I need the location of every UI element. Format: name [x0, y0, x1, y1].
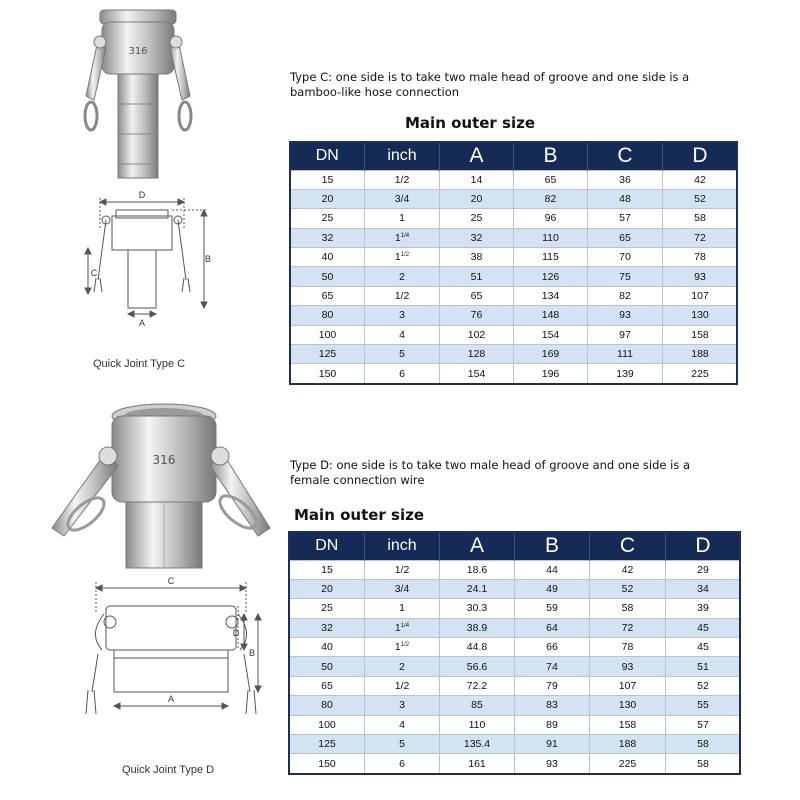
header-dn: DN [290, 532, 365, 560]
table-cell: 38 [440, 248, 514, 267]
table-cell: 102 [440, 325, 514, 344]
table-cell: 3 [365, 306, 440, 325]
table-cell: 45 [666, 638, 741, 657]
table-row [290, 696, 741, 715]
type-c-table-header [291, 142, 738, 170]
table-cell: 93 [590, 657, 666, 676]
table-cell: 154 [514, 325, 588, 344]
header-b: B [515, 532, 590, 560]
header-a: A [440, 142, 514, 170]
table-cell: 93 [588, 306, 663, 325]
table-cell: 154 [440, 364, 514, 383]
table-cell: 25 [291, 209, 365, 228]
table-cell: 150 [291, 364, 365, 383]
table-cell: 58 [666, 735, 741, 754]
table-cell: $1^{1/2}$ [365, 638, 440, 657]
table-cell: 130 [663, 306, 738, 325]
table-cell: 55 [666, 696, 741, 715]
table-cell: 4 [365, 325, 440, 344]
table-cell: 3 [365, 696, 440, 715]
table-cell: 83 [515, 696, 590, 715]
table-cell: 80 [291, 306, 365, 325]
type-c-dim-d-label: D [138, 190, 146, 200]
table-cell: 6 [365, 754, 440, 773]
table-cell: 24.1 [440, 579, 515, 598]
table-cell: 80 [290, 696, 365, 715]
table-cell: 29 [666, 560, 741, 579]
table-row [290, 638, 741, 657]
table-cell: 6 [365, 364, 440, 383]
table-row [290, 715, 741, 734]
type-d-description: Type D: one side is to take two male head of groove and one side is a female connection wire [290, 458, 691, 487]
table-cell: 72.2 [440, 676, 515, 695]
table-cell: 1/2 [365, 286, 440, 305]
table-cell: 57 [588, 209, 663, 228]
type-d-photo-marking: 316 [152, 453, 176, 467]
table-cell: 58 [666, 754, 741, 773]
table-row [290, 754, 741, 773]
type-d-size-table [289, 532, 741, 774]
table-row [291, 189, 738, 208]
table-cell: 97 [588, 325, 663, 344]
table-cell: 78 [590, 638, 666, 657]
table-cell: 20 [440, 189, 514, 208]
table-row [290, 579, 741, 598]
table-cell: 93 [663, 267, 738, 286]
table-cell: 196 [514, 364, 588, 383]
type-c-size-table [290, 142, 738, 384]
table-cell: 58 [663, 209, 738, 228]
table-cell: 1/2 [365, 170, 440, 189]
table-cell: $1^{1/4}$ [365, 228, 440, 247]
table-cell: 32 [291, 228, 365, 247]
table-cell: 150 [290, 754, 365, 773]
table-cell: 225 [663, 364, 738, 383]
header-dn: DN [291, 142, 365, 170]
table-cell: 82 [514, 189, 588, 208]
type-c-product-photo [78, 4, 198, 184]
table-cell: 36 [588, 170, 663, 189]
type-c-technical-drawing [82, 190, 212, 330]
table-cell: 111 [588, 345, 663, 364]
type-d-caption: Quick Joint Type D [122, 764, 215, 776]
table-cell: 30.3 [440, 599, 515, 618]
table-row [291, 209, 738, 228]
table-cell: 74 [515, 657, 590, 676]
type-d-table-header [290, 532, 741, 560]
table-cell: 188 [663, 345, 738, 364]
type-d-dim-d-label: D [232, 628, 240, 638]
table-cell: 65 [440, 286, 514, 305]
table-cell: 158 [663, 325, 738, 344]
header-d: D [663, 142, 738, 170]
table-cell: 51 [666, 657, 741, 676]
header-b: B [514, 142, 588, 170]
table-cell: 44 [515, 560, 590, 579]
table-cell: 65 [588, 228, 663, 247]
table-cell: 52 [666, 676, 741, 695]
table-cell: 169 [514, 345, 588, 364]
table-cell: 1/2 [365, 676, 440, 695]
table-cell: 58 [590, 599, 666, 618]
header-c: C [588, 142, 663, 170]
table-cell: 50 [291, 267, 365, 286]
table-row [291, 345, 738, 364]
type-c-description: Type C: one side is to take two male head of groove and one side is a bamboo-like hose connection [290, 70, 690, 99]
table-row [291, 286, 738, 305]
table-cell: 25 [440, 209, 514, 228]
table-cell: 93 [515, 754, 590, 773]
type-c-dim-c-label: C [90, 268, 98, 278]
table-row [291, 267, 738, 286]
header-d: D [666, 532, 741, 560]
table-cell: 125 [291, 345, 365, 364]
table-cell: 107 [663, 286, 738, 305]
table-cell: 100 [291, 325, 365, 344]
header-a: A [440, 532, 515, 560]
table-row [291, 364, 738, 383]
table-cell: 100 [290, 715, 365, 734]
type-c-dim-a-label: A [138, 318, 146, 328]
table-cell: 139 [588, 364, 663, 383]
table-cell: 39 [666, 599, 741, 618]
table-cell: 3/4 [365, 579, 440, 598]
type-d-dim-a-label: A [167, 694, 175, 704]
table-cell: 188 [590, 735, 666, 754]
table-cell: 34 [666, 579, 741, 598]
table-cell: 110 [514, 228, 588, 247]
table-cell: 115 [514, 248, 588, 267]
table-cell: 45 [666, 618, 741, 637]
table-cell: 72 [590, 618, 666, 637]
table-cell: 135.4 [440, 735, 515, 754]
table-cell: 20 [290, 579, 365, 598]
type-d-dim-c-label: C [167, 576, 175, 586]
table-cell: 72 [663, 228, 738, 247]
type-d-table-title: Main outer size [294, 506, 425, 524]
table-cell: 52 [590, 579, 666, 598]
table-cell: 2 [365, 657, 440, 676]
table-row [290, 618, 741, 637]
table-cell: 66 [515, 638, 590, 657]
table-cell: 148 [514, 306, 588, 325]
table-row [291, 306, 738, 325]
table-cell: 126 [514, 267, 588, 286]
type-c-dim-b-label: B [204, 254, 212, 264]
table-cell: 4 [365, 715, 440, 734]
table-cell: $1^{1/4}$ [365, 618, 440, 637]
table-cell: 64 [515, 618, 590, 637]
table-cell: 5 [365, 345, 440, 364]
table-cell: 134 [514, 286, 588, 305]
table-row [290, 735, 741, 754]
table-row [291, 228, 738, 247]
table-cell: 3/4 [365, 189, 440, 208]
table-cell: 158 [590, 715, 666, 734]
table-cell: 78 [663, 248, 738, 267]
table-row [290, 599, 741, 618]
table-cell: 1 [365, 599, 440, 618]
type-c-photo-marking: 316 [128, 46, 148, 57]
table-cell: 161 [440, 754, 515, 773]
table-cell: 49 [515, 579, 590, 598]
table-cell: 15 [290, 560, 365, 579]
table-cell: 42 [590, 560, 666, 579]
table-cell: 40 [291, 248, 365, 267]
table-cell: 14 [440, 170, 514, 189]
table-cell: 110 [440, 715, 515, 734]
table-cell: $1^{1/2}$ [365, 248, 440, 267]
header-inch: inch [365, 532, 440, 560]
table-cell: 91 [515, 735, 590, 754]
table-cell: 65 [290, 676, 365, 695]
table-cell: 225 [590, 754, 666, 773]
header-c: C [590, 532, 666, 560]
table-cell: 125 [290, 735, 365, 754]
table-cell: 32 [290, 618, 365, 637]
table-cell: 82 [588, 286, 663, 305]
table-cell: 18.6 [440, 560, 515, 579]
table-row [290, 560, 741, 579]
table-cell: 128 [440, 345, 514, 364]
table-row [291, 325, 738, 344]
table-cell: 56.6 [440, 657, 515, 676]
table-cell: 2 [365, 267, 440, 286]
table-cell: 65 [514, 170, 588, 189]
table-cell: 79 [515, 676, 590, 695]
table-cell: 32 [440, 228, 514, 247]
type-c-caption: Quick Joint Type C [93, 358, 186, 370]
table-row [290, 657, 741, 676]
table-cell: 15 [291, 170, 365, 189]
type-d-technical-drawing [76, 574, 266, 750]
type-c-table-title: Main outer size [405, 114, 536, 132]
table-cell: 70 [588, 248, 663, 267]
type-d-product-photo [46, 396, 276, 571]
table-cell: 25 [290, 599, 365, 618]
table-cell: 1 [365, 209, 440, 228]
table-row [291, 248, 738, 267]
table-cell: 52 [663, 189, 738, 208]
table-cell: 130 [590, 696, 666, 715]
table-row [290, 676, 741, 695]
table-cell: 48 [588, 189, 663, 208]
table-cell: 50 [290, 657, 365, 676]
table-cell: 40 [290, 638, 365, 657]
table-cell: 5 [365, 735, 440, 754]
table-cell: 89 [515, 715, 590, 734]
table-cell: 51 [440, 267, 514, 286]
table-cell: 38.9 [440, 618, 515, 637]
table-cell: 76 [440, 306, 514, 325]
table-cell: 59 [515, 599, 590, 618]
type-d-dim-b-label: B [248, 648, 256, 658]
table-cell: 20 [291, 189, 365, 208]
table-cell: 96 [514, 209, 588, 228]
table-row [291, 170, 738, 189]
table-cell: 65 [291, 286, 365, 305]
table-cell: 57 [666, 715, 741, 734]
table-cell: 1/2 [365, 560, 440, 579]
table-cell: 75 [588, 267, 663, 286]
table-cell: 44.8 [440, 638, 515, 657]
table-cell: 107 [590, 676, 666, 695]
table-cell: 42 [663, 170, 738, 189]
table-cell: 85 [440, 696, 515, 715]
header-inch: inch [365, 142, 440, 170]
